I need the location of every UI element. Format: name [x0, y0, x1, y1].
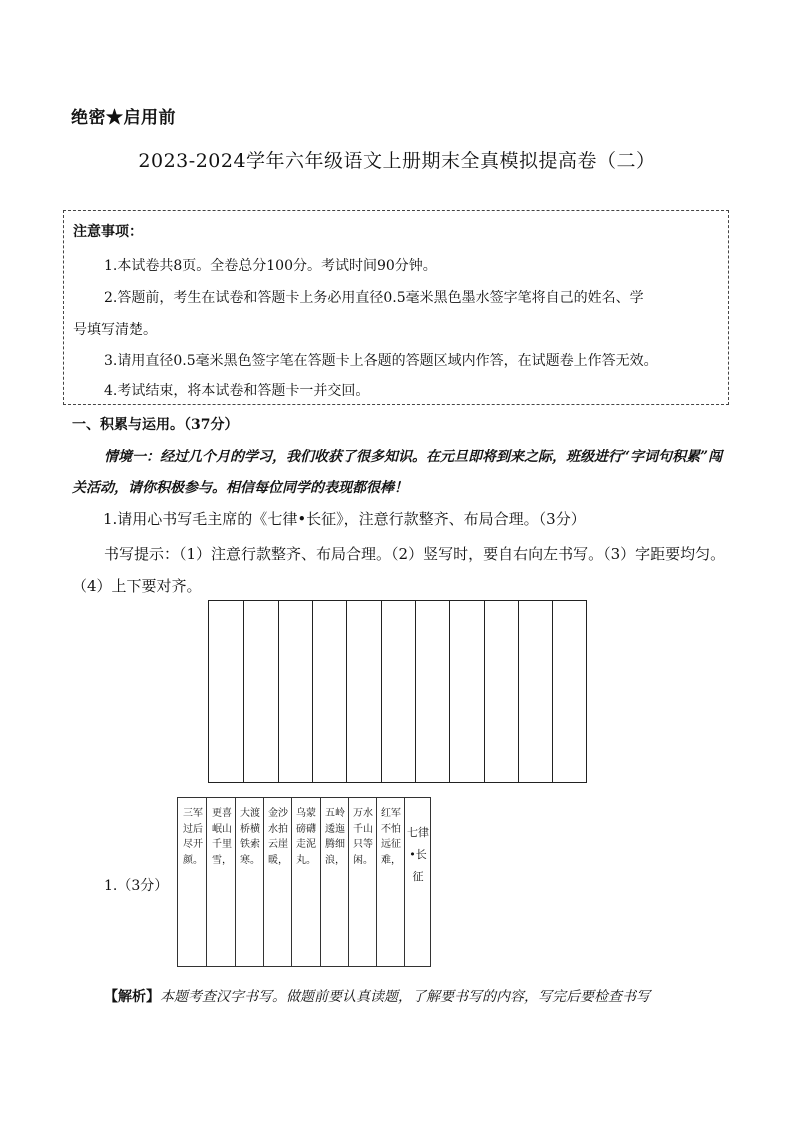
poem-column-5: 乌蒙磅礴走泥丸。 — [296, 808, 316, 866]
grid-line — [552, 601, 553, 782]
writing-grid[interactable] — [208, 600, 587, 783]
grid-line — [415, 601, 416, 782]
context-paragraph — [72, 442, 726, 504]
poem-column-8: 红军不怕远征难， — [381, 808, 401, 866]
writing-hint: 书写提示：（1）注意行款整齐、布局合理。（2）竖写时，要自右向左书写。（3）字距要均匀。（4）上下要对齐。 — [72, 545, 726, 595]
analysis-text: 本题考查汉字书写。做题前要认真读题，了解要书写的内容，写完后要检查书写 — [160, 989, 650, 1005]
grid-line — [381, 601, 382, 782]
notice-line-3: 3.请用直径0.5毫米黑色签字笔在答题卡上各题的答题区域内作答，在试题卷上作答无效。 — [104, 353, 658, 369]
poem-column-7: 万水千山只等闲。 — [353, 808, 373, 866]
grid-line — [243, 601, 244, 782]
notice-line-2-cont: 号填写清楚。 — [73, 322, 157, 338]
grid-line — [449, 601, 450, 782]
notice-line-2: 2.答题前，考生在试卷和答题卡上务必用直径0.5毫米黑色墨水签字笔将自己的姓名、学 — [104, 290, 644, 306]
notice-box — [63, 210, 729, 405]
poem-column-2: 更喜岷山千里雪， — [212, 808, 232, 866]
notice-line-4: 4.考试结束，将本试卷和答题卡一并交回。 — [104, 383, 370, 399]
poem-column-6: 五岭逶迤腾细浪， — [325, 808, 345, 866]
analysis-line — [104, 986, 650, 1006]
notice-line-1: 1.本试卷共8页。全卷总分100分。考试时间90分钟。 — [104, 258, 437, 274]
answer-poem-grid — [177, 797, 431, 967]
answer-label: 1.（3分） — [104, 878, 169, 894]
exam-title: 2023-2024学年六年级语文上册期末全真模拟提高卷（二） — [138, 150, 656, 172]
grid-line — [484, 601, 485, 782]
poem-column-1: 三军过后尽开颜。 — [183, 808, 203, 866]
grid-line — [312, 601, 313, 782]
analysis-tag: 【解析】 — [104, 989, 160, 1005]
poem-column-3: 大渡桥横铁索寒。 — [240, 808, 260, 866]
poem-title-column: 七律•长征 — [407, 826, 429, 883]
confidential-label: 绝密★启用前 — [71, 108, 176, 128]
grid-line — [346, 601, 347, 782]
grid-line — [518, 601, 519, 782]
poem-column-4: 金沙水拍云崖暖， — [268, 808, 288, 866]
context-text: 情境一：经过几个月的学习，我们收获了很多知识。在元旦即将到来之际，班级进行“字词句积累”闯关活动，请你积极参与。相信每位同学的表现都很棒！ — [72, 449, 723, 496]
question-1: 1.请用心书写毛主席的《七律•长征》，注意行款整齐、布局合理。（3分） — [103, 510, 586, 528]
section-heading: 一、积累与运用。（37分） — [72, 417, 239, 433]
notice-title: 注意事项： — [73, 224, 143, 240]
grid-line — [278, 601, 279, 782]
